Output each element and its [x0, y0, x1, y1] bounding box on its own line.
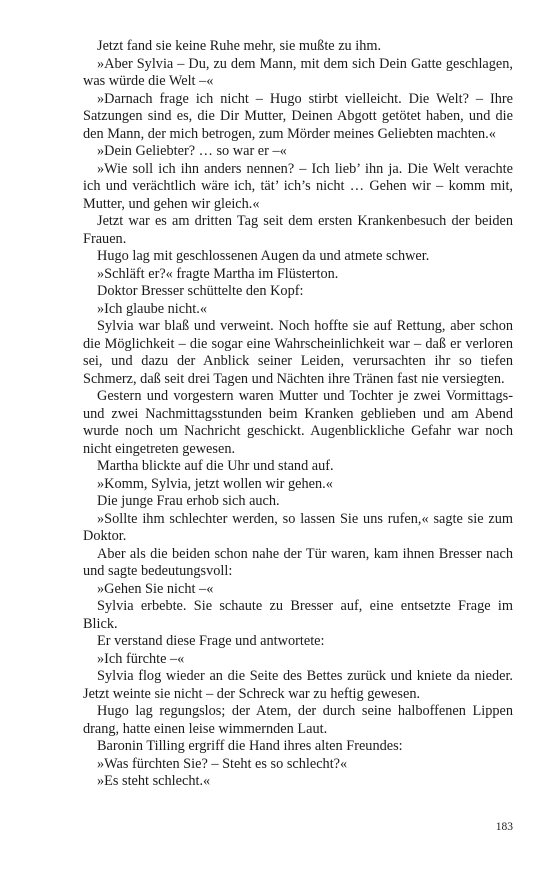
paragraph: Baronin Tilling ergriff die Hand ihres alten Freundes:	[97, 738, 403, 754]
paragraph: »Gehen Sie nicht –«	[97, 580, 214, 597]
paragraph: Hugo lag mit geschlossenen Augen da und atmete schwer.	[97, 248, 430, 264]
page-number: 183	[495, 821, 513, 833]
paragraph: Jetzt fand sie keine Ruhe mehr, sie mußte zu ihm.	[97, 38, 382, 54]
paragraph: Gestern und vorgestern waren Mutter und Tochter je zwei Vormittags- und zwei Nachmittagsstunden beim Kranken geblieben und am Abend wurde noch um Nachricht geschickt. Augenblickliche Gefahr war noch nicht eingetreten gewesen.	[83, 388, 513, 457]
paragraph: Doktor Bresser schüttelte den Kopf:	[97, 283, 304, 299]
page-body	[83, 38, 513, 791]
paragraph: Er verstand diese Frage und antwortete:	[97, 633, 325, 649]
paragraph: Sylvia flog wieder an die Seite des Bettes zurück und kniete da nieder. Jetzt weinte sie nicht – der Schreck war zu heftig gewesen.	[83, 668, 513, 702]
paragraph: Hugo lag regungslos; der Atem, der durch seine halboffenen Lippen drang, hatte einen leise wimmernden Laut.	[83, 703, 513, 737]
paragraph: »Ich glaube nicht.«	[97, 300, 207, 317]
paragraph: Die junge Frau erhob sich auch.	[97, 493, 280, 509]
paragraph: »Dein Geliebter? … so war er –«	[97, 143, 287, 159]
paragraph: »Komm, Sylvia, jetzt wollen wir gehen.«	[97, 475, 333, 492]
paragraph: Sylvia war blaß und verweint. Noch hoffte sie auf Rettung, aber schon die Möglichkeit – die sogar eine Wahrscheinlichkeit war – daß er verloren sei, und dazu der Anblick seiner Leiden, verursachten ihr so tiefen Schmerz, daß seit drei Tagen und Nächten ihre Tränen fast nie versiegten.	[83, 318, 513, 387]
paragraph: »Ich fürchte –«	[97, 650, 185, 667]
paragraph: »Aber Sylvia – Du, zu dem Mann, mit dem sich Dein Gatte geschlagen, was würde die Welt –«	[83, 55, 513, 89]
paragraph: »Es steht schlecht.«	[97, 773, 211, 789]
paragraph: »Schläft er?« fragte Martha im Flüsterton.	[97, 265, 339, 282]
paragraph: »Sollte ihm schlechter werden, so lassen Sie uns rufen,« sagte sie zum Doktor.	[83, 510, 513, 544]
paragraph: »Darnach frage ich nicht – Hugo stirbt vielleicht. Die Welt? – Ihre Satzungen sind es, die Dir Mutter, Deinen Abgott getötet haben, und die den Mann, der mich betrogen, zum Mörder meines Geliebten machten.«	[83, 90, 513, 142]
paragraph: Sylvia erbebte. Sie schaute zu Bresser auf, eine entsetzte Frage im Blick.	[83, 598, 513, 632]
paragraph: Aber als die beiden schon nahe der Tür waren, kam ihnen Bresser nach und sagte bedeutungsvoll:	[83, 545, 513, 579]
paragraph: Jetzt war es am dritten Tag seit dem ersten Krankenbesuch der beiden Frauen.	[83, 213, 513, 247]
paragraph: »Wie soll ich ihn anders nennen? – Ich lieb’ ihn ja. Die Welt verachte ich und verächtlich wäre ich, tät’ ich’s nicht … Gehen wir – komm mit, Mutter, und gehen wir gleich.«	[83, 160, 513, 212]
paragraph: Martha blickte auf die Uhr und stand auf.	[97, 458, 334, 474]
paragraph: »Was fürchten Sie? – Steht es so schlecht?«	[97, 755, 348, 772]
